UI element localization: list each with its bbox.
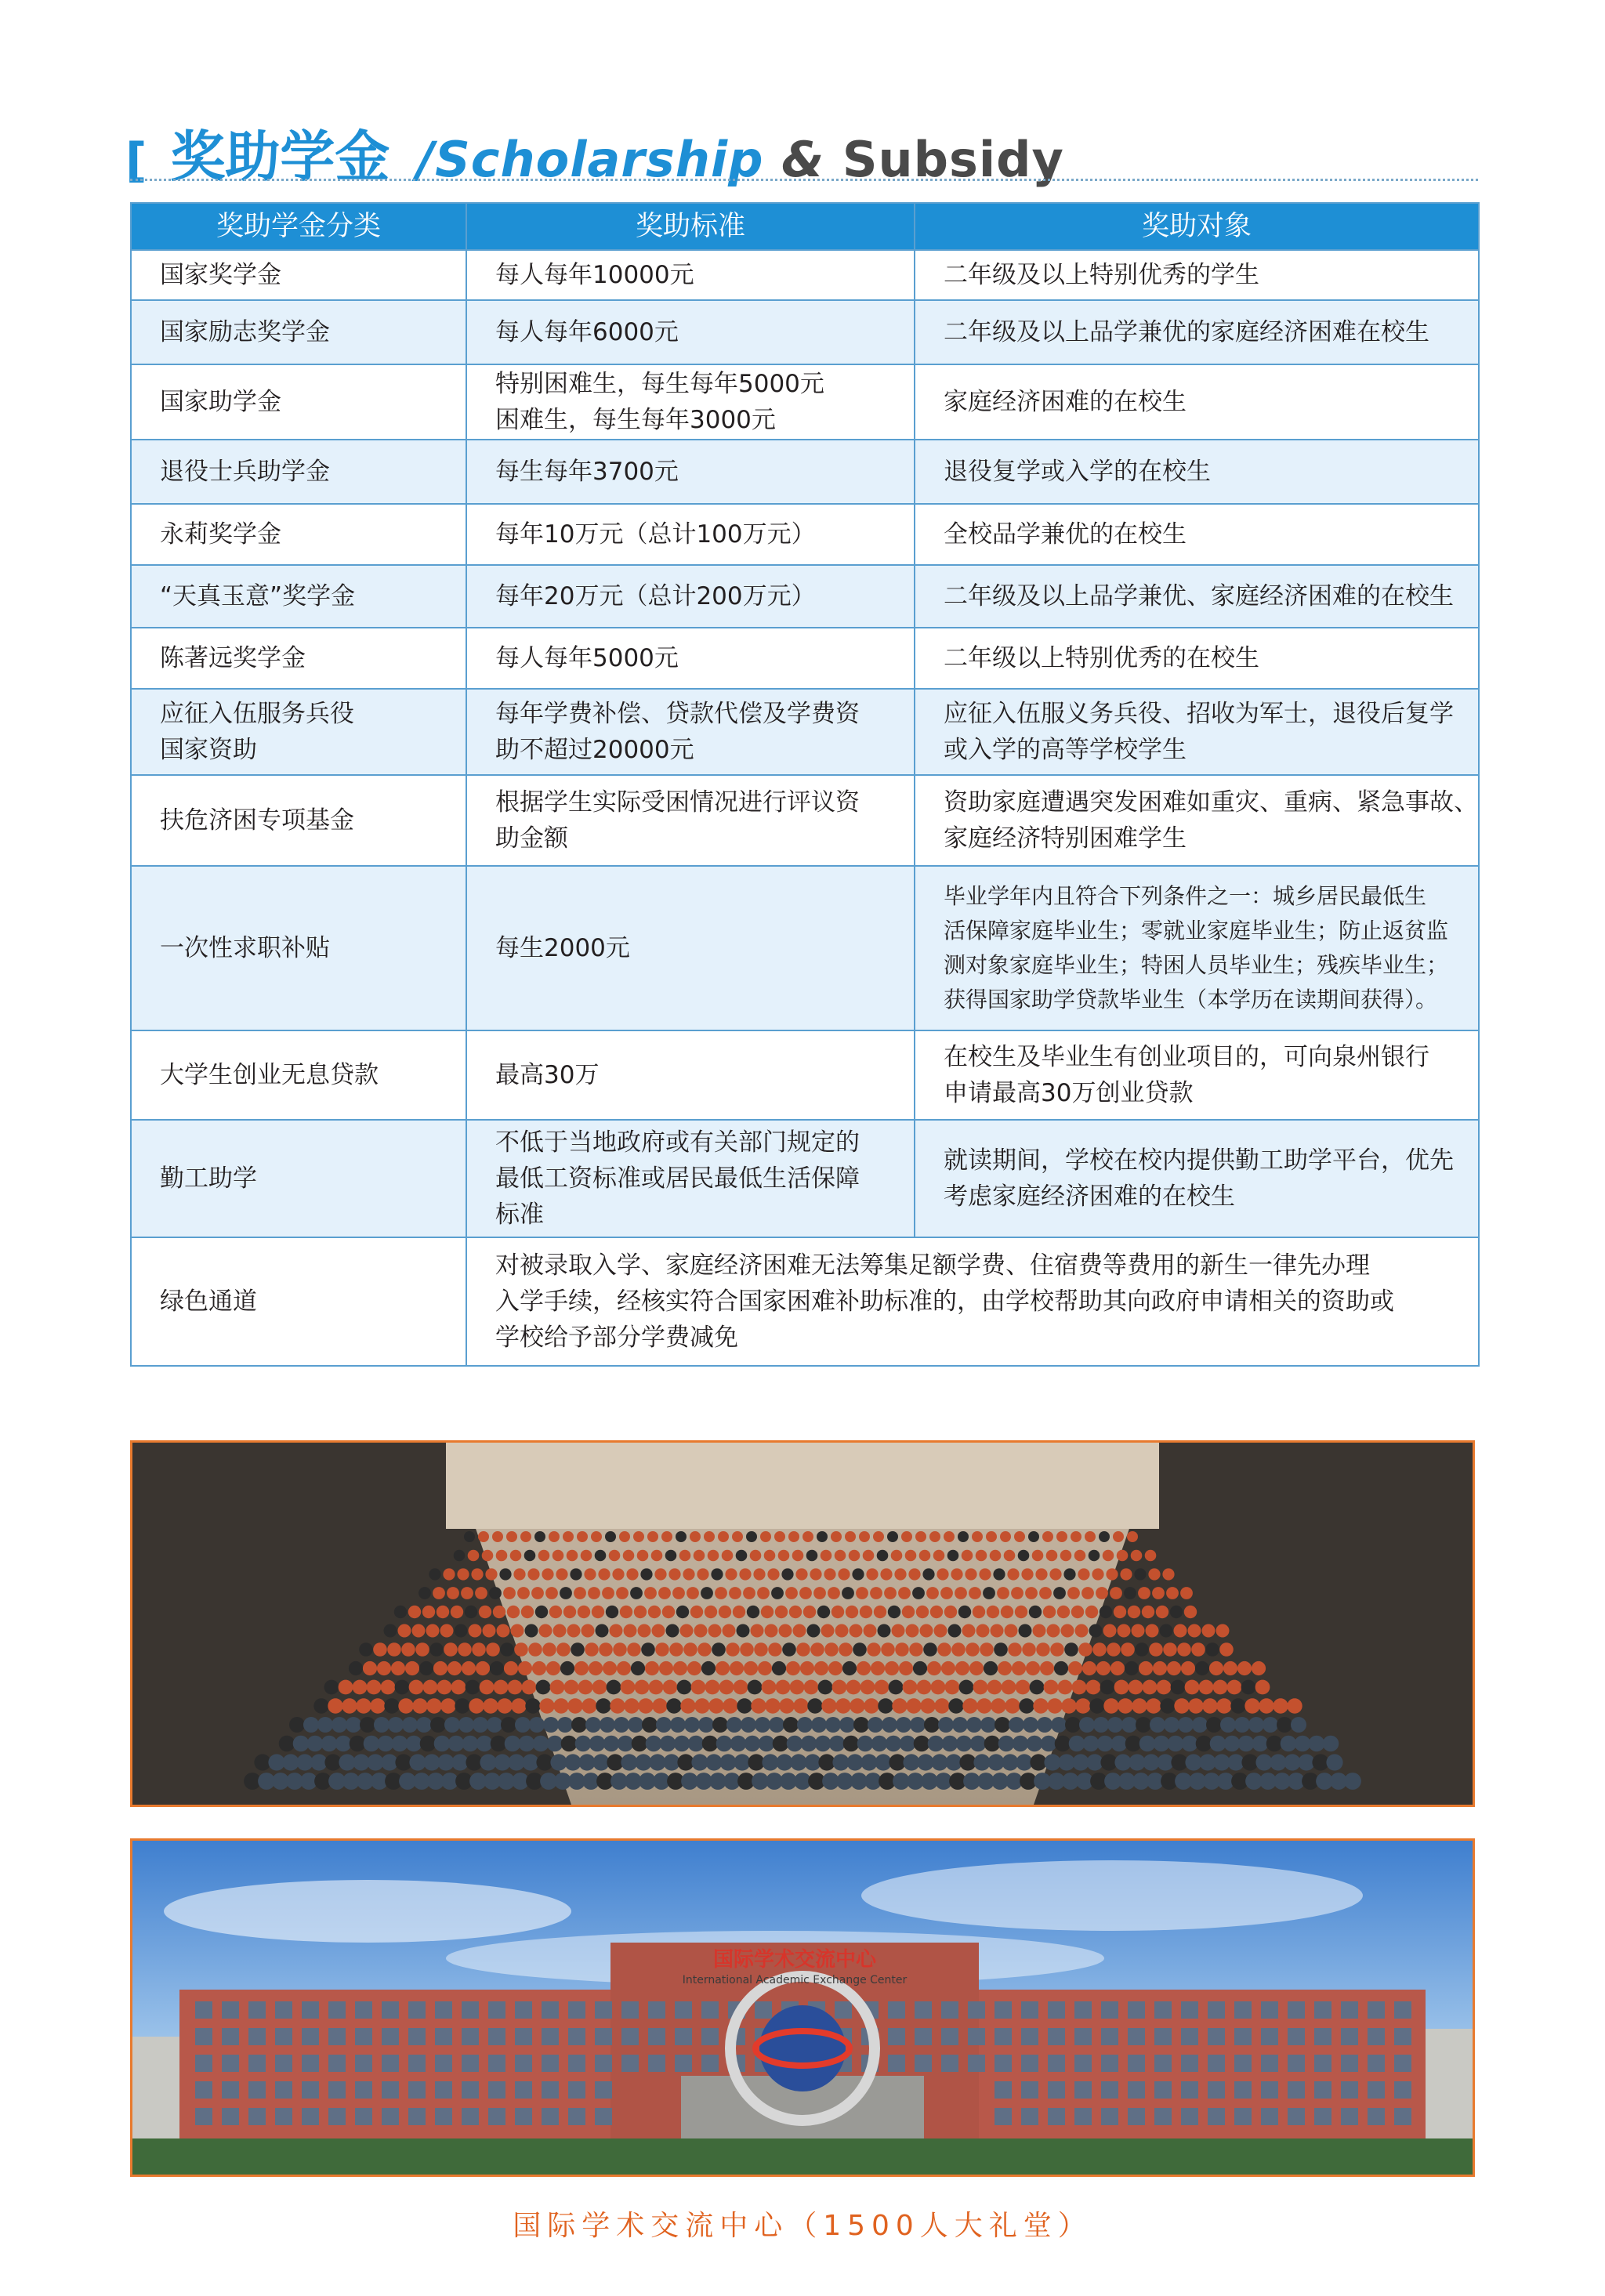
table-row [131,364,1479,440]
cell-category: 大学生创业无息贷款 [131,1030,466,1120]
building-sign-zh: 国际学术交流中心 [712,1948,877,1972]
title-english-sub: Subsidy [842,131,1064,188]
cell-target: 毕业学年内且符合下列条件之一：城乡居民最低生 活保障家庭毕业生；零就业家庭毕业生；防止返贫监 测对象家庭毕业生；特困人员毕业生；残疾毕业生； 获得国家助学贷款毕业生（本学历在读期间获得）。 [915,866,1479,1030]
title-english [416,131,1064,188]
auditorium-photo [130,1440,1475,1807]
cell-standard: 每生每年3700元 [466,440,915,504]
cell-category: 扶危济困专项基金 [131,775,466,866]
cell-target: 在校生及毕业生有创业项目的，可向泉州银行 申请最高30万创业贷款 [915,1030,1479,1120]
cell-target: 二年级以上特别优秀的在校生 [915,628,1479,689]
cell-target: 二年级及以上品学兼优、家庭经济困难的在校生 [915,565,1479,628]
cell-category: 永莉奖学金 [131,504,466,565]
header-bracket: [ [125,133,147,188]
cell-target: 二年级及以上品学兼优的家庭经济困难在校生 [915,300,1479,364]
cell-category: 一次性求职补贴 [131,866,466,1030]
cell-target: 家庭经济困难的在校生 [915,364,1479,440]
table-row [131,440,1479,504]
building-illustration [132,1841,1473,2175]
table-row [131,689,1479,775]
cell-target: 二年级及以上特别优秀的学生 [915,250,1479,300]
cell-category: 国家助学金 [131,364,466,440]
table-row-green-channel [131,1237,1479,1366]
cell-standard: 根据学生实际受困情况进行评议资 助金额 [466,775,915,866]
cell-category: 陈著远奖学金 [131,628,466,689]
cell-standard: 每年学费补偿、贷款代偿及学费资 助不超过20000元 [466,689,915,775]
cell-target: 资助家庭遭遇突发困难如重灾、重病、紧急事故、 家庭经济特别困难学生 [915,775,1479,866]
cell-category: 勤工助学 [131,1120,466,1237]
cell-standard: 每年20万元（总计200万元） [466,565,915,628]
cell-target: 就读期间，学校在校内提供勤工助学平台，优先 考虑家庭经济困难的在校生 [915,1120,1479,1237]
photo-caption: 国际学术交流中心（1500人大礼堂） [513,2210,1092,2242]
table-row [131,504,1479,565]
dotted-divider [130,179,1478,181]
auditorium-illustration [132,1443,1473,1805]
page-header [125,106,1064,189]
scholarship-table [130,202,1480,1367]
cell-category: 应征入伍服务兵役 国家资助 [131,689,466,775]
cell-standard: 每人每年6000元 [466,300,915,364]
table-row [131,250,1479,300]
cell-green-channel-text: 对被录取入学、家庭经济困难无法筹集足额学费、住宿费等费用的新生一律先办理 入学手续，经核实符合国家困难补助标准的，由学校帮助其向政府申请相关的资助或 学校给予部分学费减免 [466,1237,1479,1366]
title-chinese: 奖助学金 [170,125,390,189]
col-header-category: 奖助学金分类 [131,203,466,250]
table-row [131,775,1479,866]
cell-target: 退役复学或入学的在校生 [915,440,1479,504]
cell-category: 退役士兵助学金 [131,440,466,504]
cell-standard: 最高30万 [466,1030,915,1120]
building-sign-en: International Academic Exchange Center [682,1974,908,1986]
table-row [131,628,1479,689]
cell-standard: 每生2000元 [466,866,915,1030]
cell-standard: 不低于当地政府或有关部门规定的 最低工资标准或居民最低生活保障 标准 [466,1120,915,1237]
cell-standard: 特别困难生，每生每年5000元 困难生，每生每年3000元 [466,364,915,440]
title-english-main: /Scholarship [416,131,764,188]
cell-target: 应征入伍服义务兵役、招收为军士，退役后复学 或入学的高等学校学生 [915,689,1479,775]
title-english-amp: & [781,131,825,188]
cell-target: 全校品学兼优的在校生 [915,504,1479,565]
cell-category: 国家奖学金 [131,250,466,300]
table-body [131,250,1479,1366]
cell-standard: 每人每年5000元 [466,628,915,689]
table-row [131,565,1479,628]
table-row [131,866,1479,1030]
table-row [131,1120,1479,1237]
cell-category: 绿色通道 [131,1237,466,1366]
table-header-row [131,203,1479,250]
building-photo [130,1838,1475,2177]
cell-category: 国家励志奖学金 [131,300,466,364]
col-header-standard: 奖助标准 [466,203,915,250]
cell-standard: 每人每年10000元 [466,250,915,300]
cell-category: “天真玉意”奖学金 [131,565,466,628]
cell-standard: 每年10万元（总计100万元） [466,504,915,565]
col-header-target: 奖助对象 [915,203,1479,250]
table-row [131,1030,1479,1120]
table-row [131,300,1479,364]
